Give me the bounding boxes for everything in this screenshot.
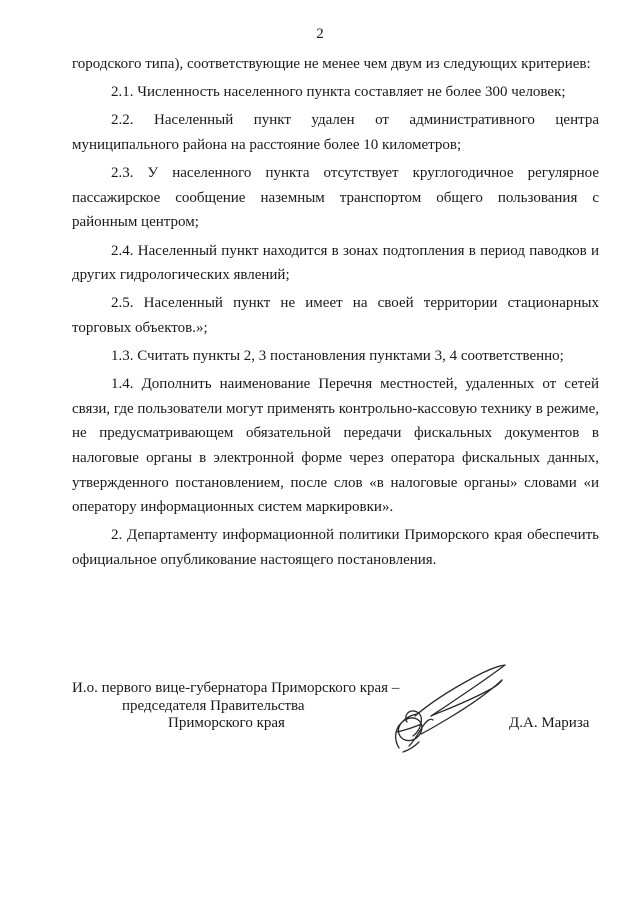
page-number: 2: [316, 26, 324, 42]
signature-block: [72, 680, 602, 760]
paragraph: 2.1. Численность населенного пункта составляет не более 300 человек;: [111, 84, 566, 101]
paragraph: 2.5. Населенный пункт не имеет на своей территории стационарных торговых объектов.»;: [72, 295, 599, 336]
paragraph: 1.4. Дополнить наименование Перечня местностей, удаленных от сетей связи, где пользователи могут применять контрольно-кассовую технику в режиме, не предусматривающем обязательной передачи фискальных документов в налоговые органы в электронной форме через оператора фискальных данных, утвержденного постановлением, после слов «в налоговые органы» словами «и оператору информационных систем маркировки».: [72, 376, 599, 516]
paragraph: 2.3. У населенного пункта отсутствует круглогодичное регулярное пассажирское сообщение наземным транспортом общего пользования с районным центром;: [72, 165, 599, 231]
handwritten-signature-icon: [385, 660, 510, 755]
document-body: [72, 52, 599, 576]
signatory-title-line-1: И.о. первого вице-губернатора Приморского края –: [72, 680, 400, 696]
signatory-name: Д.А. Мариза: [509, 715, 590, 731]
paragraph: 2.4. Населенный пункт находится в зонах подтопления в период паводков и других гидрологических явлений;: [72, 242, 599, 284]
signatory-title-line-3: Приморского края: [168, 715, 285, 731]
paragraph: 1.3. Считать пункты 2, 3 постановления пунктами 3, 4 соответственно;: [111, 348, 564, 365]
paragraph: городского типа), соответствующие не менее чем двум из следующих критериев:: [72, 56, 591, 72]
signatory-title-line-2: председателя Правительства: [122, 697, 305, 714]
paragraph: 2. Департаменту информационной политики Приморского края обеспечить официальное опубликование настоящего постановления.: [72, 527, 599, 569]
paragraph: 2.2. Населенный пункт удален от административного центра муниципального района на расстояние более 10 километров;: [72, 112, 599, 153]
